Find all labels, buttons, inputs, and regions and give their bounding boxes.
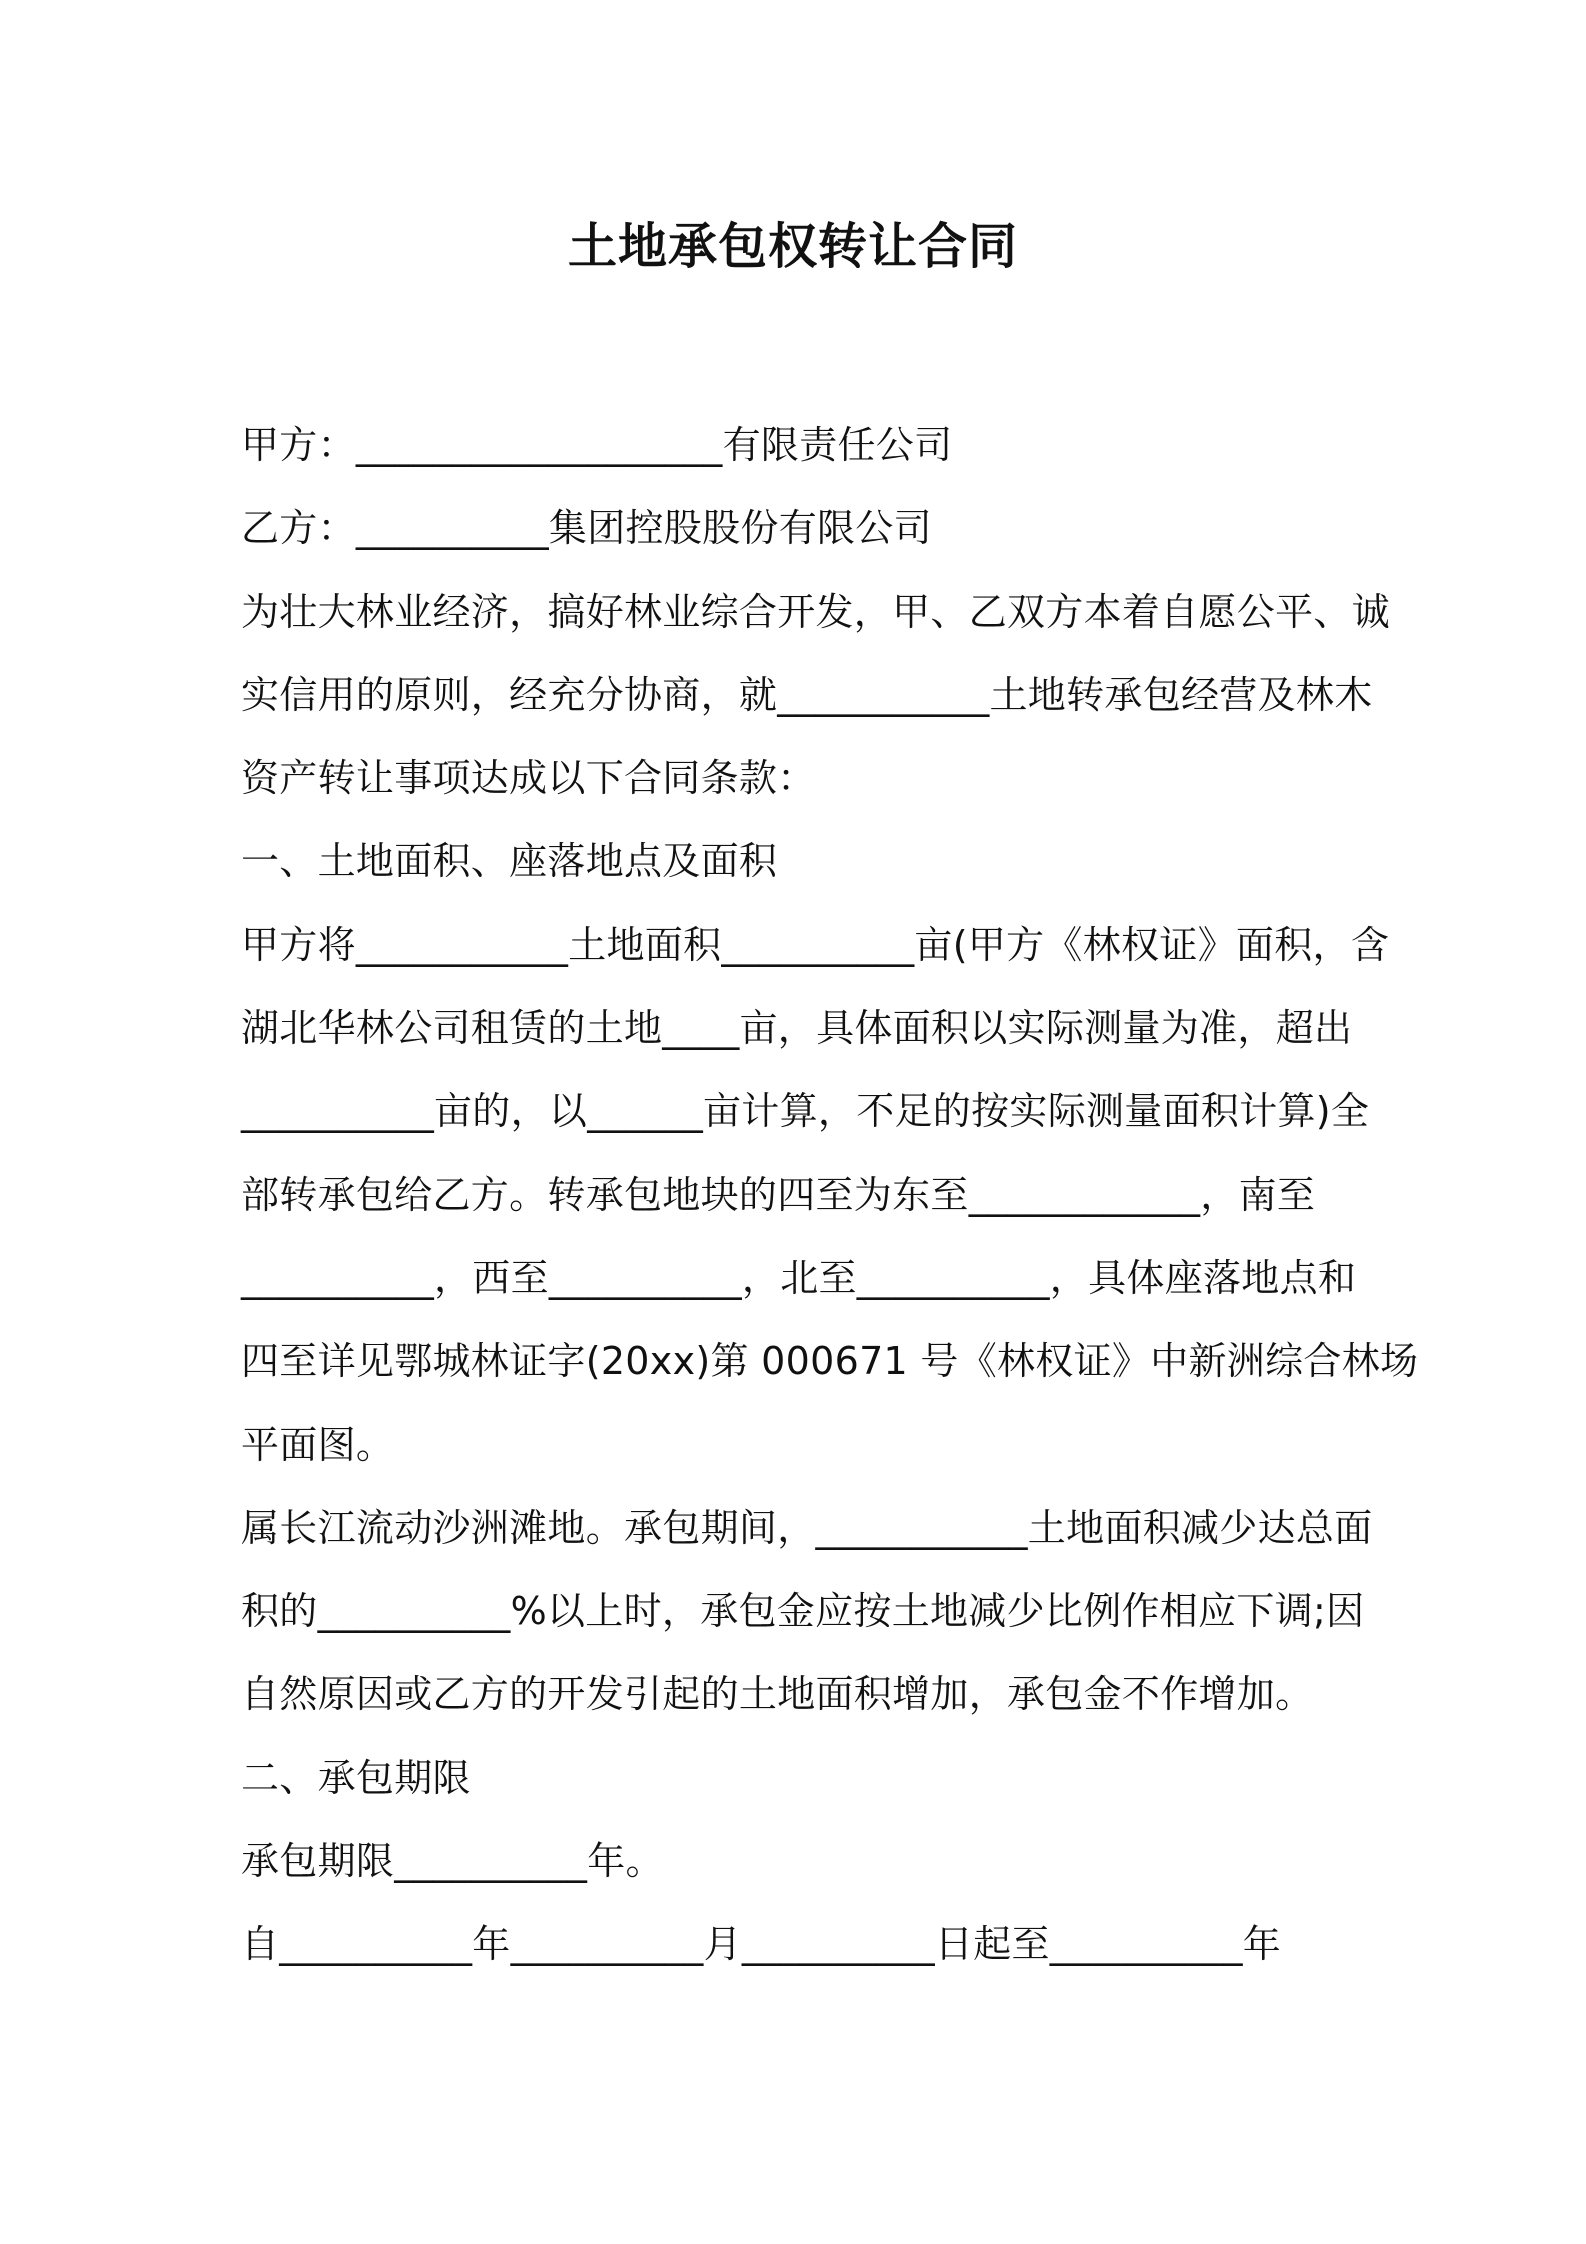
preamble-line-2: 实信用的原则，经充分协商，就___________土地转承包经营及林木: [241, 672, 1373, 717]
section-1-line-7: 平面图。: [241, 1422, 395, 1467]
section-1-line-8: 属长江流动沙洲滩地。承包期间，___________土地面积减少达总面: [241, 1505, 1373, 1550]
section-1-line-4: 部转承包给乙方。转承包地块的四至为东至____________，南至: [241, 1172, 1316, 1217]
document-title: 土地承包权转让合同: [567, 218, 1018, 275]
section-1-line-5: __________，西至__________，北至__________，具体座落地点和: [241, 1255, 1357, 1300]
party-a-line: 甲方：___________________有限责任公司: [241, 423, 953, 467]
section-2-heading: 二、承包期限: [241, 1755, 471, 1800]
section-1-line-10: 自然原因或乙方的开发引起的土地面积增加，承包金不作增加。: [241, 1672, 1314, 1717]
preamble-line-3: 资产转让事项达成以下合同条款：: [241, 756, 816, 801]
preamble-line-1: 为壮大林业经济，搞好林业综合开发，甲、乙双方本着自愿公平、诚: [241, 589, 1391, 634]
section-1-line-3: __________亩的，以______亩计算，不足的按实际测量面积计算)全: [241, 1089, 1370, 1134]
party-b-line: 乙方：__________集团控股股份有限公司: [241, 506, 932, 551]
section-2-line-2: 自__________年__________月__________日起至__________年: [241, 1922, 1282, 1967]
section-1-line-2: 湖北华林公司租赁的土地____亩，具体面积以实际测量为准，超出: [241, 1006, 1353, 1051]
section-1-heading: 一、土地面积、座落地点及面积: [241, 839, 778, 884]
section-2-line-1: 承包期限__________年。: [241, 1839, 664, 1884]
section-1-line-1: 甲方将___________土地面积__________亩(甲方《林权证》面积，含: [241, 922, 1390, 967]
section-1-line-9: 积的__________%以上时，承包金应按土地减少比例作相应下调;因: [241, 1589, 1365, 1634]
section-1-line-6: 四至详见鄂城林证字(20xx)第 000671 号《林权证》中新洲综合林场: [241, 1339, 1419, 1384]
document-body: [241, 404, 1419, 1987]
